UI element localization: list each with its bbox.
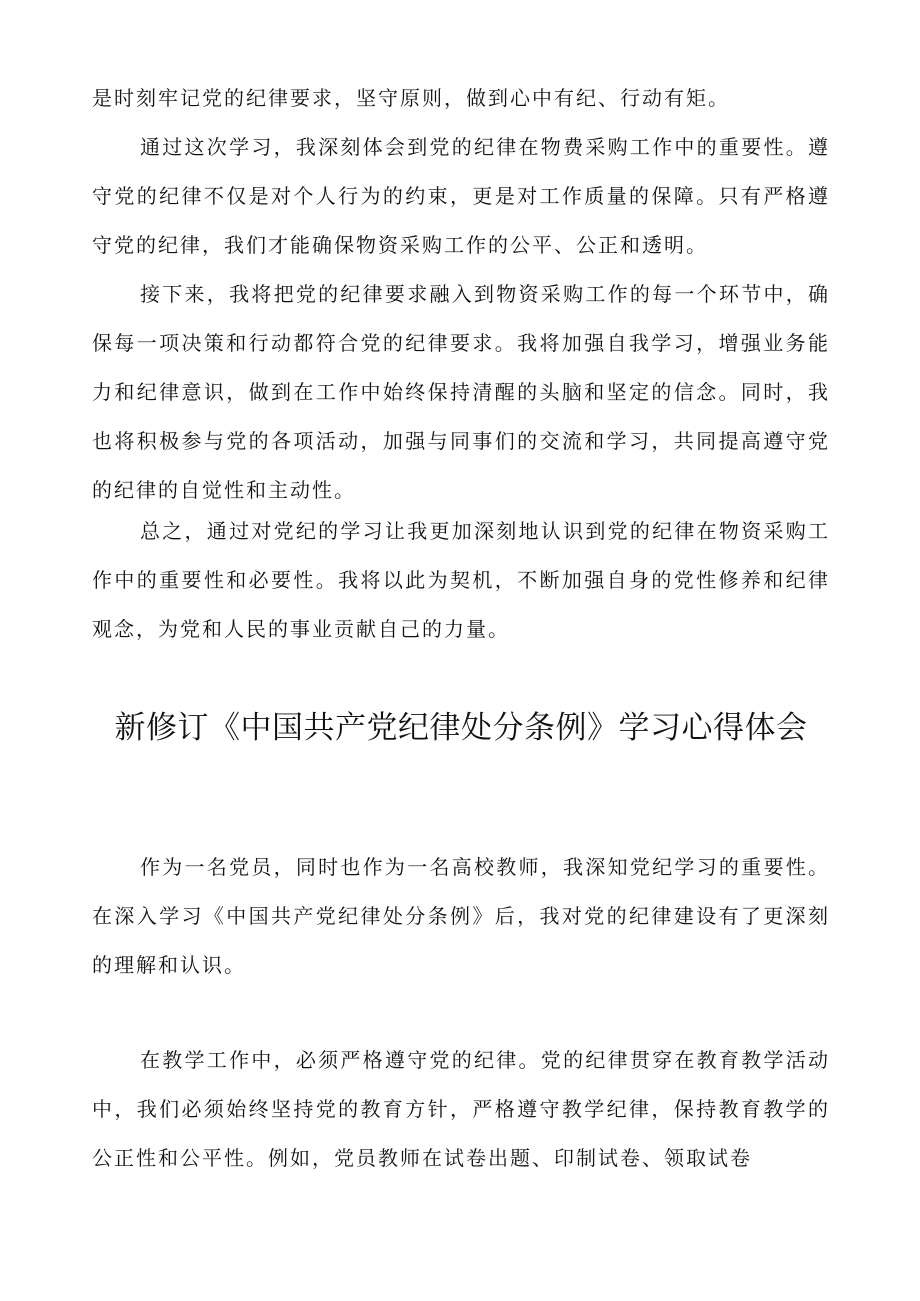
paragraph-next-steps: 接下来，我将把党的纪律要求融入到物资采购工作的每一个环节中，确保每一项决策和行动都符合党的纪律要求。我将加强自我学习，增强业务能力和纪律意识，做到在工作中始终保持清醒的头脑和坚定的信念。同时，我也将积极参与党的各项活动，加强与同事们的交流和学习，共同提高遵守党的纪律的自觉性和主动性。 <box>92 282 830 502</box>
paragraph-study-importance: 通过这次学习，我深刻体会到党的纪律在物费采购工作中的重要性。遵守党的纪律不仅是对个人行为的约束，更是对工作质量的保障。只有严格遵守党的纪律，我们才能确保物资采购工作的公平、公正和透明。 <box>92 135 830 257</box>
paragraph-conclusion: 总之，通过对党纪的学习让我更加深刻地认识到党的纪律在物资采购工作中的重要性和必要性。我将以此为契机，不断加强自身的党性修养和纪律观念，为党和人民的事业贡献自己的力量。 <box>92 519 830 641</box>
paragraph-teacher-intro: 作为一名党员，同时也作为一名高校教师，我深知党纪学习的重要性。在深入学习《中国共产党纪律处分条例》后，我对党的纪律建设有了更深刻的理解和认识。 <box>92 855 830 977</box>
section-title: 新修订《中国共产党纪律处分条例》学习心得体会 <box>114 710 808 746</box>
continued-paragraph: 是时刻牢记党的纪律要求，坚守原则，做到心中有纪、行动有矩。 <box>92 86 730 110</box>
paragraph-teaching-discipline: 在教学工作中，必须严格遵守党的纪律。党的纪律贯穿在教育教学活动中，我们必须始终坚持党的教育方针，严格遵守教学纪律，保持教育教学的公正性和公平性。例如，党员教师在试卷出题、印制试卷、领取试卷 <box>92 1048 830 1170</box>
